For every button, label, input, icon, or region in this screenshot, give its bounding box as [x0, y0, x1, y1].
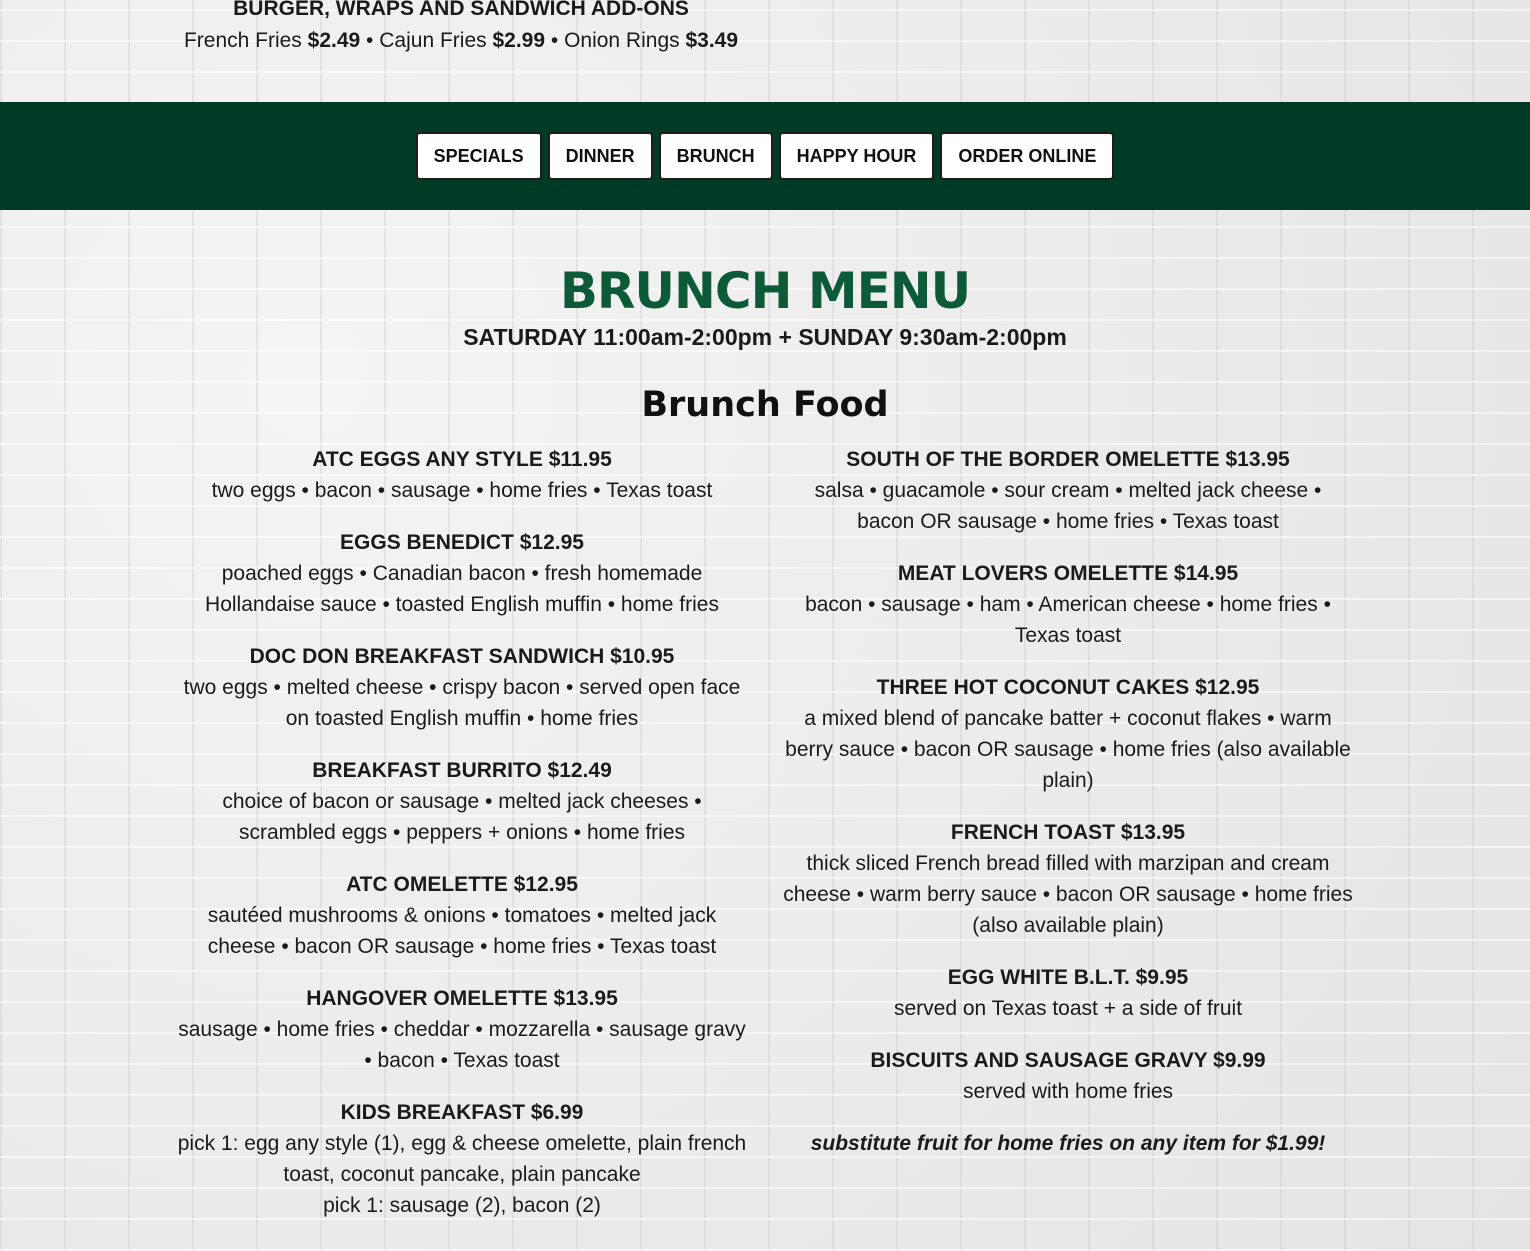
- addons-title: BURGER, WRAPS AND SANDWICH ADD-ONS: [233, 0, 689, 20]
- menu-item-description: bacon OR sausage • home fries • Texas toast: [857, 510, 1279, 533]
- menu-item: [162, 445, 762, 506]
- menu-item-description: (also available plain): [972, 914, 1164, 937]
- menu-item: [768, 673, 1368, 796]
- addon-price: $2.49: [307, 29, 361, 52]
- menu-item-description: served with home fries: [962, 1080, 1174, 1103]
- menu-item-description: Texas toast: [1014, 624, 1122, 647]
- menu-item-description: pick 1: egg any style (1), egg & cheese omelette, plain french: [177, 1132, 747, 1155]
- addon-separator: •: [545, 29, 565, 52]
- menu-item: [768, 445, 1368, 537]
- brunch-hours: SATURDAY 11:00am-2:00pm + SUNDAY 9:30am-2:00pm: [463, 324, 1067, 350]
- nav-button-happy-hour[interactable]: HAPPY HOUR: [779, 132, 935, 180]
- menu-item-description: sausage • home fries • cheddar • mozzarella • sausage gravy: [178, 1018, 746, 1041]
- menu-column-right: [768, 445, 1368, 1159]
- menu-item: [162, 756, 762, 848]
- section-title: Brunch Food: [641, 385, 889, 425]
- substitution-note: substitute fruit for home fries on any item for $1.99!: [810, 1132, 1326, 1155]
- menu-item-description: on toasted English muffin • home fries: [285, 707, 639, 730]
- menu-item-description: salsa • guacamole • sour cream • melted jack cheese •: [814, 479, 1322, 502]
- menu-item: [768, 818, 1368, 941]
- menu-item-name: MEAT LOVERS OMELETTE $14.95: [897, 562, 1239, 585]
- menu-item-description: two eggs • melted cheese • crispy bacon • served open face: [183, 676, 741, 699]
- menu-item: [162, 984, 762, 1076]
- addon-name: French Fries: [183, 29, 302, 52]
- menu-item: [162, 642, 762, 734]
- menu-item: [768, 963, 1368, 1024]
- menu-item-name: ATC OMELETTE $12.95: [346, 873, 578, 896]
- addon-name: Cajun Fries: [379, 29, 487, 52]
- menu-item-name: EGG WHITE B.L.T. $9.95: [947, 966, 1189, 989]
- menu-item-name: SOUTH OF THE BORDER OMELETTE $13.95: [846, 448, 1290, 471]
- menu-item-description: served on Texas toast + a side of fruit: [893, 997, 1243, 1020]
- menu-item-name: HANGOVER OMELETTE $13.95: [306, 987, 618, 1010]
- nav-button-brunch[interactable]: BRUNCH: [659, 132, 773, 180]
- menu-item-description: pick 1: sausage (2), bacon (2): [323, 1194, 601, 1217]
- menu-item-description: sautéed mushrooms & onions • tomatoes • melted jack: [207, 904, 717, 927]
- menu-item: [162, 1098, 762, 1221]
- menu-item-name: KIDS BREAKFAST $6.99: [340, 1101, 584, 1124]
- addon-separator: •: [360, 29, 380, 52]
- menu-item-description: Hollandaise sauce • toasted English muffin • home fries: [205, 593, 719, 616]
- menu-item: [162, 870, 762, 962]
- nav-button-order-online[interactable]: ORDER ONLINE: [940, 132, 1114, 180]
- menu-item-name: FRENCH TOAST $13.95: [950, 821, 1186, 844]
- menu-item-description: bacon • sausage • ham • American cheese • home fries •: [805, 593, 1331, 616]
- menu-item-name: BREAKFAST BURRITO $12.49: [312, 759, 612, 782]
- addon-name: Onion Rings: [564, 29, 680, 52]
- menu-item-name: ATC EGGS ANY STYLE $11.95: [312, 448, 612, 471]
- menu-item-description: thick sliced French bread filled with marzipan and cream: [806, 852, 1330, 875]
- menu-item-description: • bacon • Texas toast: [364, 1049, 560, 1072]
- addon-price: $2.99: [492, 29, 546, 52]
- menu-item-description: berry sauce • bacon OR sausage • home fries (also available: [785, 738, 1351, 761]
- menu-item-description: plain): [1042, 769, 1094, 792]
- menu-item-description: choice of bacon or sausage • melted jack cheeses •: [222, 790, 702, 813]
- menu-item-name: THREE HOT COCONUT CAKES $12.95: [876, 676, 1260, 699]
- menu-nav-bar: [0, 102, 1530, 210]
- menu-item: [768, 1046, 1368, 1107]
- page-title: BRUNCH MENU: [559, 262, 971, 320]
- menu-item: [768, 559, 1368, 651]
- menu-item: [162, 528, 762, 620]
- addon-price: $3.49: [685, 29, 739, 52]
- menu-column-left: [162, 445, 762, 1243]
- menu-item-name: DOC DON BREAKFAST SANDWICH $10.95: [249, 645, 675, 668]
- menu-item-description: scrambled eggs • peppers + onions • home fries: [238, 821, 686, 844]
- nav-button-specials[interactable]: SPECIALS: [416, 132, 542, 180]
- menu-item-description: a mixed blend of pancake batter + coconut flakes • warm: [804, 707, 1332, 730]
- menu-item-description: two eggs • bacon • sausage • home fries • Texas toast: [211, 479, 713, 502]
- nav-button-dinner[interactable]: DINNER: [548, 132, 653, 180]
- menu-item-name: BISCUITS AND SAUSAGE GRAVY $9.99: [870, 1049, 1266, 1072]
- menu-item-description: cheese • bacon OR sausage • home fries • Texas toast: [207, 935, 717, 958]
- menu-item-description: cheese • warm berry sauce • bacon OR sausage • home fries: [783, 883, 1353, 906]
- addons-list: [0, 27, 922, 54]
- menu-item-description: toast, coconut pancake, plain pancake: [283, 1163, 641, 1186]
- menu-item-name: EGGS BENEDICT $12.95: [340, 531, 584, 554]
- menu-item-description: poached eggs • Canadian bacon • fresh homemade: [221, 562, 703, 585]
